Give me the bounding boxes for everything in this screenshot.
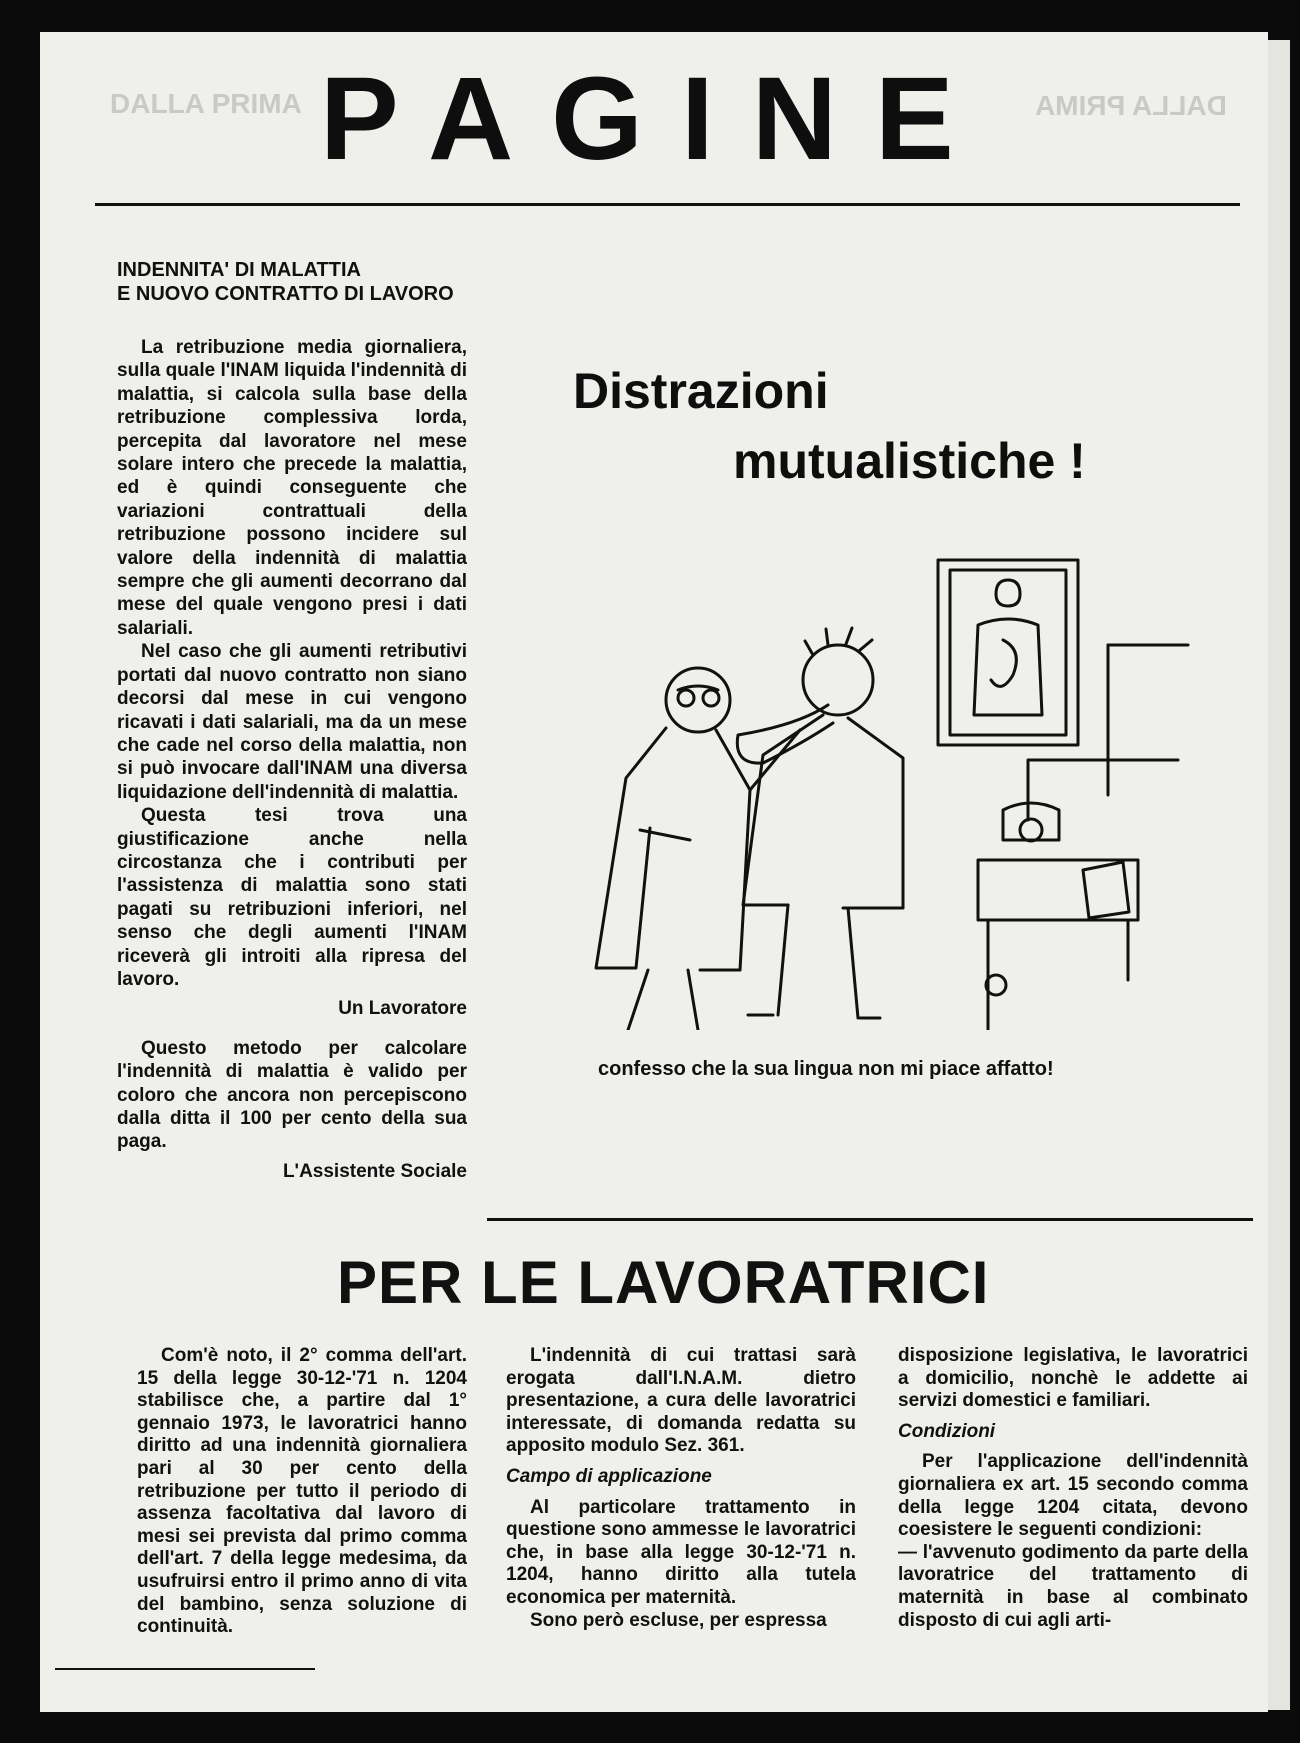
show-through-text: DALLA PRIMA	[110, 88, 302, 119]
paragraph-reply: Questo metodo per calcolare l'indennità di malattia è valido per coloro che ancora non percepiscono dalla ditta il 100 per cento della sua paga.	[117, 1037, 467, 1153]
section-heading: PER LE LAVORATRICI	[337, 1249, 990, 1316]
left-heading-line2: E NUOVO CONTRATTO DI LAVORO	[117, 283, 454, 305]
signature-assistente: L'Assistente Sociale	[282, 1160, 467, 1182]
left-heading-line1: INDENNITA' DI MALATTIA	[117, 259, 361, 281]
paragraph: — l'avvenuto godimento da parte della lavoratrice del trattamento di maternità in base al combinato disposto di cui agli arti-	[898, 1541, 1248, 1631]
adjacent-page-edge	[1268, 40, 1290, 1710]
signature-lavoratore: Un Lavoratore	[338, 998, 467, 1020]
doctor-patient-illustration	[548, 530, 1198, 1030]
paragraph: Nel caso che gli aumenti retributivi portati dal nuovo contratto non siano decorsi dal mese in cui vengono ricavati i dati salariali, ma da un mese che cade nel corso della malattia, non si può invocare dall'INAM una diversa liquidazione dell'indennità di malattia.	[117, 641, 467, 803]
paragraph: L'indennità di cui trattasi sarà erogata dall'I.N.A.M. dietro presentazione, a cura delle lavoratrici interessate, di domanda redatta su apposito modulo Sez. 361.	[506, 1345, 856, 1457]
cartoon-caption: confesso che la sua lingua non mi piace affatto!	[598, 1058, 1054, 1080]
bottom-col-1	[137, 1345, 467, 1639]
left-article	[117, 336, 467, 1199]
cartoon-title-line2: mutualistiche !	[733, 433, 1086, 489]
paragraph: Per l'applicazione dell'indennità giornaliera ex art. 15 secondo comma della legge 1204 citata, devono coesistere le seguenti condizioni:	[898, 1451, 1248, 1541]
left-heading	[117, 258, 477, 306]
top-rule	[95, 203, 1240, 206]
paragraph: disposizione legislativa, le lavoratrici a domicilio, nonchè le addette ai servizi domestici e familiari.	[898, 1345, 1248, 1412]
paragraph: Questa tesi trova una giustificazione anche nella circostanza che i contributi per l'assistenza di malattia sono stati pagati su retribuzioni inferiori, nel senso che degli aumenti l'INAM riceverà gli introiti alla ripresa del lavoro.	[117, 805, 467, 990]
paragraph: La retribuzione media giornaliera, sulla quale l'INAM liquida l'indennità di malattia, si calcola sulla base della retribuzione complessiva lorda, percepita dal lavoratore nel mese solare intero che precede la malattia, ed è quindi conseguente che variazioni contrattuali della retribuzione possono incidere sul valore della indennità di malattia sempre che gli aumenti decorrano dal mese del quale vengono presi i dati salariali.	[117, 337, 468, 639]
cartoon-title-line1: Distrazioni	[573, 363, 829, 419]
bottom-rule	[55, 1668, 315, 1670]
bottom-col-3	[898, 1345, 1248, 1632]
section-rule	[487, 1218, 1253, 1221]
paragraph: Al particolare trattamento in questione sono ammesse le lavoratrici che, in base alla legge 30-12-'71 n. 1204, hanno diritto alla tutela economica per maternità.	[506, 1496, 856, 1608]
subheading-campo: Campo di applicazione	[506, 1465, 712, 1487]
show-through-text: DALLA PRIMA	[1035, 90, 1227, 121]
paragraph: Sono però escluse, per espressa	[530, 1609, 827, 1631]
bottom-col-2	[506, 1345, 856, 1632]
masthead-title: PAGINE	[320, 53, 992, 185]
subheading-condizioni: Condizioni	[898, 1420, 996, 1442]
paragraph: Com'è noto, il 2° comma dell'art. 15 della legge 30-12-'71 n. 1204 stabilisce che, a partire dal 1° gennaio 1973, le lavoratrici hanno diritto ad una indennità giornaliera pari al 30 per cento della retribuzione per tutto il periodo di assenza facoltativa dal lavoro di mesi sei prevista dal primo comma dell'art. 7 della legge medesima, da usufruirsi entro il primo anno di vita del bambino, senza soluzione di continuità.	[137, 1345, 467, 1638]
